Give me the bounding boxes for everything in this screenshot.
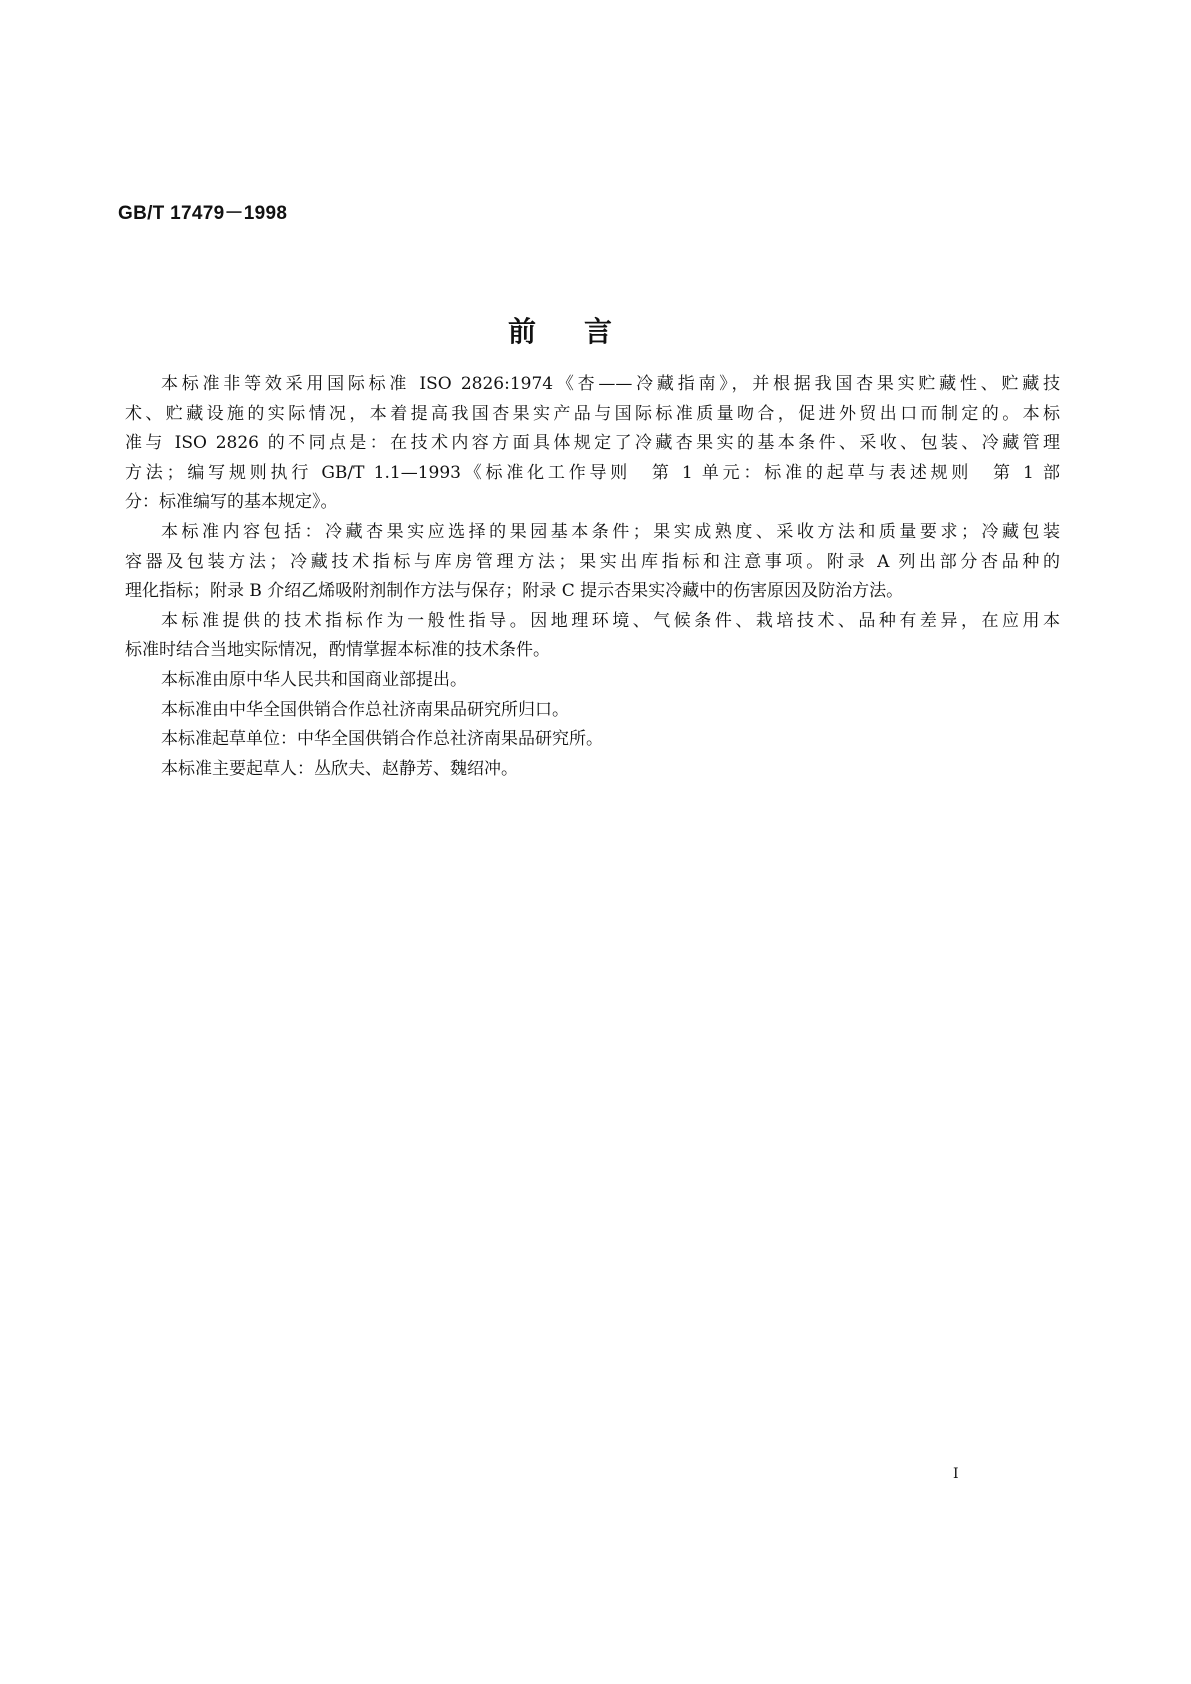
standard-code: GB/T 17479－1998 bbox=[118, 203, 288, 224]
paragraph bbox=[125, 725, 1060, 755]
text-line: 本标准起草单位：中华全国供销合作总社济南果品研究所。 bbox=[161, 729, 603, 750]
paragraph bbox=[125, 666, 1060, 696]
paragraph bbox=[125, 696, 1060, 726]
text-line: 容器及包装方法；冷藏技术指标与库房管理方法；果实出库指标和注意事项。附录 A 列出部分杏品种的 bbox=[125, 551, 1060, 572]
text-line: 本标准由中华全国供销合作总社济南果品研究所归口。 bbox=[161, 699, 569, 720]
text-line: 本标准由原中华人民共和国商业部提出。 bbox=[161, 669, 467, 690]
title-char: 前 bbox=[507, 315, 536, 348]
text-line: 方法；编写规则执行 GB/T 1.1—1993《标准化工作导则 第 1 单元：标准的起草与表述规则 第 1 部 bbox=[125, 462, 1060, 483]
text-line: 本标准提供的技术指标作为一般性指导。因地理环境、气候条件、栽培技术、品种有差异，在应用本 bbox=[161, 610, 1060, 631]
paragraph bbox=[125, 755, 1060, 785]
text-line: 理化指标；附录 B 介绍乙烯吸附剂制作方法与保存；附录 C 提示杏果实冷藏中的伤害原因及防治方法。 bbox=[125, 581, 904, 602]
foreword-body bbox=[125, 370, 1060, 784]
text-line: 本标准非等效采用国际标准 ISO 2826:1974《杏——冷藏指南》，并根据我国杏果实贮藏性、贮藏技 bbox=[161, 374, 1060, 394]
text-line: 准与 ISO 2826 的不同点是：在技术内容方面具体规定了冷藏杏果实的基本条件、采收、包装、冷藏管理 bbox=[125, 433, 1060, 454]
text-line: 分：标准编写的基本规定》。 bbox=[125, 492, 338, 513]
paragraph bbox=[125, 370, 1060, 518]
paragraph bbox=[125, 518, 1060, 607]
text-line: 术、贮藏设施的实际情况，本着提高我国杏果实产品与国际标准质量吻合，促进外贸出口而制定的。本标 bbox=[125, 403, 1060, 424]
text-line: 本标准主要起草人：丛欣夫、赵静芳、魏绍冲。 bbox=[161, 758, 518, 779]
paragraph bbox=[125, 607, 1060, 666]
page-number: I bbox=[953, 1466, 959, 1482]
page-title bbox=[0, 310, 1120, 350]
text-line: 本标准内容包括：冷藏杏果实应选择的果园基本条件；果实成熟度、采收方法和质量要求；冷藏包装 bbox=[161, 521, 1060, 542]
text-line: 标准时结合当地实际情况，酌情掌握本标准的技术条件。 bbox=[125, 640, 550, 661]
title-char: 言 bbox=[584, 315, 613, 348]
